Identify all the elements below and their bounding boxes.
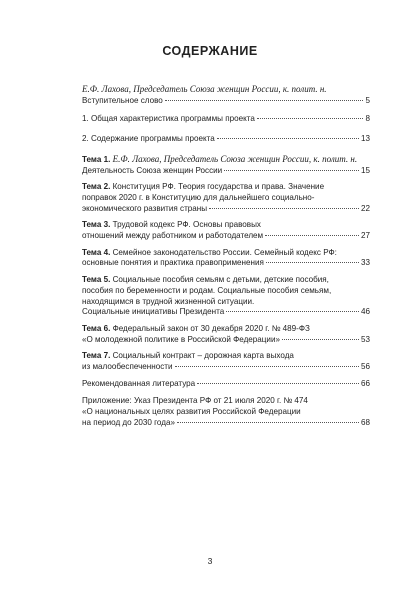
- toc-dot-leader: [224, 170, 359, 171]
- toc-page-number: 33: [360, 258, 370, 268]
- toc-entry-text: из малообеспеченности: [82, 362, 173, 372]
- toc-entry-text: «О национальных целях развития Российской Федерации: [82, 407, 301, 417]
- toc-dot-leader: [266, 262, 359, 263]
- toc-entry[interactable]: [82, 396, 370, 428]
- toc-dot-leader: [209, 208, 359, 209]
- toc-page-number: 27: [360, 231, 370, 241]
- toc-dot-leader: [177, 422, 359, 423]
- toc-topic-number: Тема 7.: [82, 351, 113, 361]
- toc-entry-text: Федеральный закон от 30 декабря 2020 г. № 489-ФЗ: [112, 323, 310, 333]
- toc-entry-text: поправок 2020 г. в Конституцию для дальнейшего социально-: [82, 192, 315, 202]
- toc-entry-text: 1. Общая характеристика программы проекта: [82, 114, 255, 124]
- toc-entry-text: Е.Ф. Лахова, Председатель Союза женщин России, к. полит. н.: [112, 153, 358, 164]
- toc-entry-text: Социальный контракт – дорожная карта выхода: [112, 351, 294, 361]
- toc-entry-text: находящимся в трудной жизненной ситуации.: [82, 296, 255, 306]
- toc-topic-number: Тема 6.: [82, 323, 113, 333]
- toc-entry-text: Деятельность Союза женщин России: [82, 165, 223, 175]
- toc-dot-leader: [282, 339, 359, 340]
- toc-page-number: 22: [360, 203, 370, 213]
- toc-entry-text: Рекомендованная литература: [82, 378, 196, 388]
- toc-page-number: 15: [360, 165, 370, 175]
- toc-dot-leader: [197, 383, 359, 384]
- toc-page-number: 66: [360, 378, 370, 388]
- toc-topic-number: Тема 2.: [82, 182, 113, 192]
- toc-entry[interactable]: [82, 351, 370, 372]
- toc-page-number: 8: [365, 114, 370, 124]
- toc-entry-text: Приложение: Указ Президента РФ от 21 июля 2020 г. № 474: [82, 396, 308, 406]
- toc-entry-text: Семейное законодательство России. Семейный кодекс РФ:: [112, 247, 337, 257]
- page-number: 3: [207, 556, 213, 566]
- toc-title: СОДЕРЖАНИЕ: [162, 44, 258, 58]
- toc-entry-text: Е.Ф. Лахова, Председатель Союза женщин России, к. полит. н.: [82, 84, 327, 94]
- toc-dot-leader: [165, 100, 364, 101]
- toc-entry-text: экономического развития страны: [82, 203, 208, 213]
- toc-dot-leader: [217, 138, 359, 139]
- toc-entry-text: отношений между работником и работодателем: [82, 231, 264, 241]
- toc-topic-number: Тема 1.: [82, 154, 113, 164]
- toc-topic-number: Тема 5.: [82, 275, 113, 285]
- toc-entry-text: на период до 2030 года»: [82, 417, 175, 427]
- toc-entry[interactable]: [82, 324, 370, 345]
- toc-entry[interactable]: [82, 275, 370, 318]
- toc-page-number: 46: [360, 307, 370, 317]
- toc-entry[interactable]: [82, 379, 370, 390]
- toc-entry[interactable]: [82, 248, 370, 269]
- toc-dot-leader: [175, 366, 359, 367]
- toc-entry[interactable]: [82, 154, 370, 176]
- toc-entry[interactable]: [82, 182, 370, 214]
- toc-entry-text: основные понятия и практика правоприменения: [82, 258, 264, 268]
- toc-entry-text: Конституция РФ. Теория государства и права. Значение: [112, 182, 325, 192]
- toc-entry[interactable]: [82, 84, 370, 106]
- toc-entry-text: Социальные инициативы Президента: [82, 307, 225, 317]
- toc-page-number: 68: [360, 417, 370, 427]
- toc-topic-number: Тема 3.: [82, 220, 113, 230]
- toc-page-number: 53: [360, 334, 370, 344]
- toc-entry-text: Трудовой кодекс РФ. Основы правовых: [112, 220, 261, 230]
- toc-entry[interactable]: [82, 134, 370, 145]
- toc-entry[interactable]: [82, 220, 370, 241]
- toc-entry-text: «О молодежной политике в Российской Федерации»: [82, 334, 280, 344]
- toc-entry-text: Вступительное слово: [82, 95, 163, 105]
- toc-dot-leader: [226, 311, 359, 312]
- toc-entry-text: 2. Содержание программы проекта: [82, 134, 215, 144]
- toc-page-number: 13: [360, 134, 370, 144]
- table-of-contents: [82, 84, 370, 429]
- toc-page-number: 56: [360, 362, 370, 372]
- toc-topic-number: Тема 4.: [82, 247, 113, 257]
- toc-entry[interactable]: [82, 114, 370, 125]
- toc-entry-text: Социальные пособия семьям с детьми, детские пособия,: [112, 275, 329, 285]
- toc-entry-text: пособия по беременности и родам. Социальные пособия семьям,: [82, 285, 332, 295]
- toc-dot-leader: [265, 235, 359, 236]
- toc-dot-leader: [257, 118, 364, 119]
- toc-page-number: 5: [365, 95, 370, 105]
